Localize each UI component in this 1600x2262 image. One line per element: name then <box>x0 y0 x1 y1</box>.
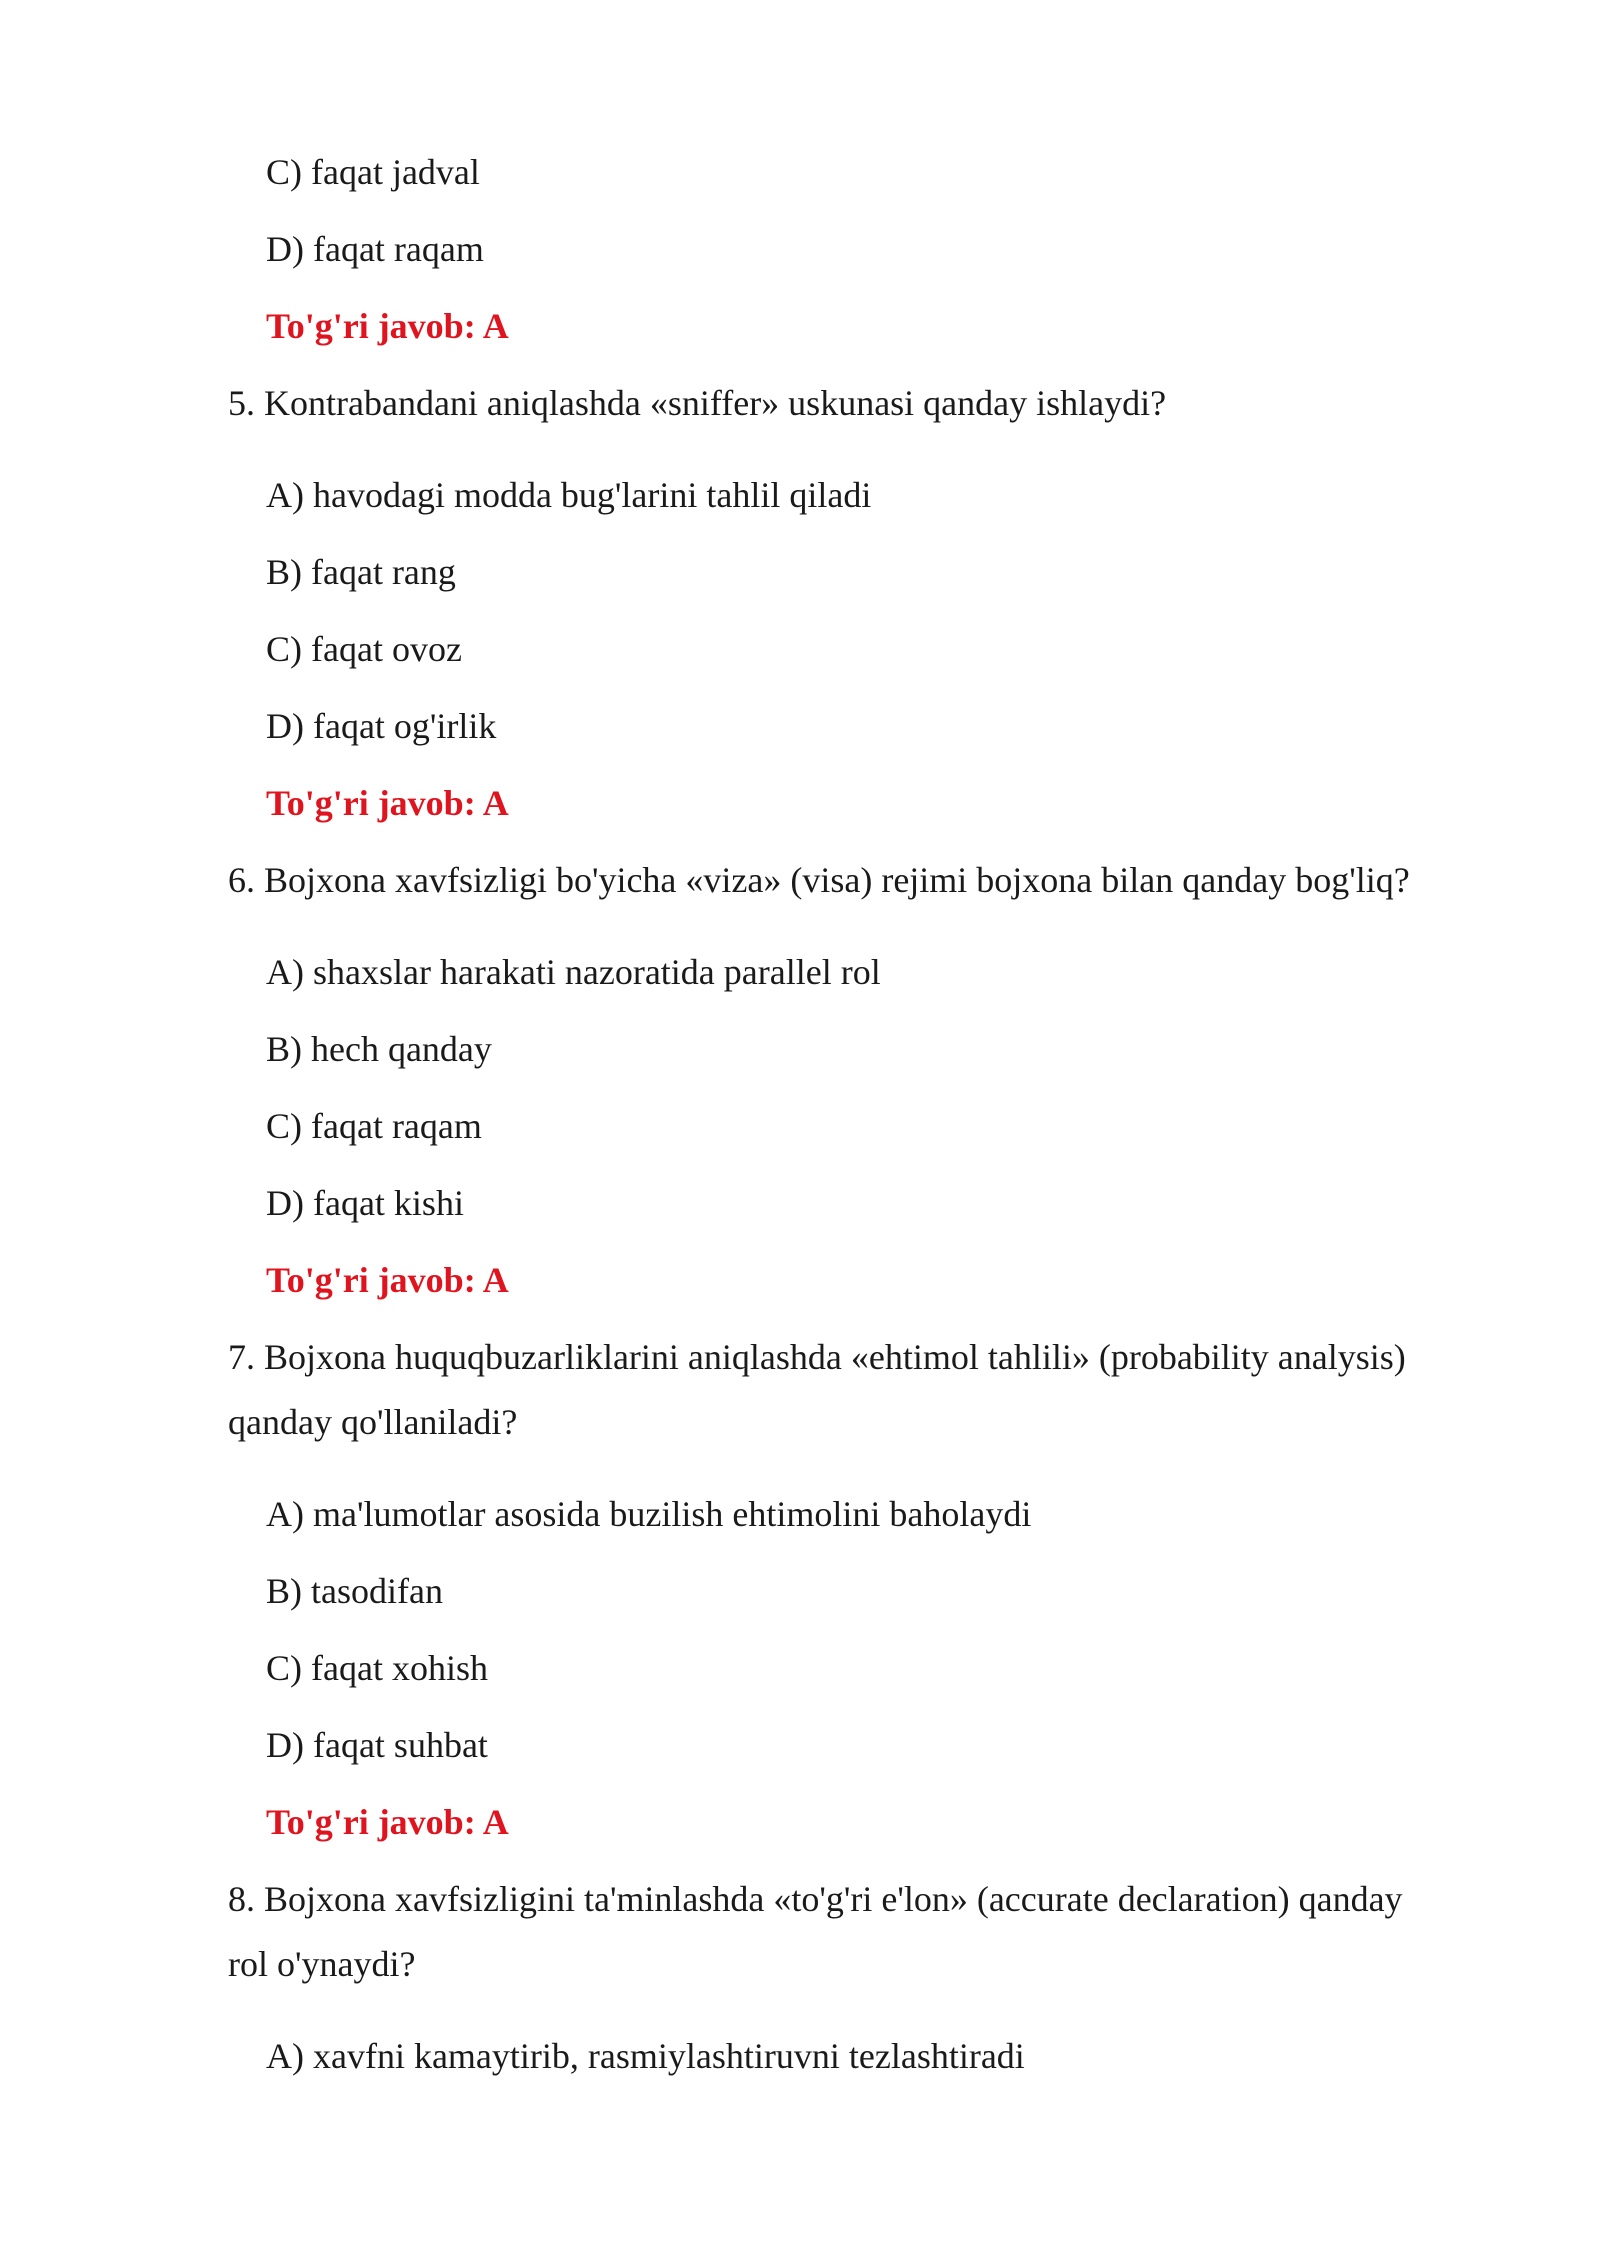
option-c: C) faqat jadval <box>266 152 480 192</box>
correct-answer: To'g'ri javob: A <box>266 783 509 823</box>
option-d: D) faqat og'irlik <box>266 706 497 746</box>
correct-answer: To'g'ri javob: A <box>266 306 509 346</box>
question-8-continued: rol o'ynaydi? <box>228 1944 416 1984</box>
correct-answer: To'g'ri javob: A <box>266 1260 509 1300</box>
option-a: A) ma'lumotlar asosida buzilish ehtimolini baholaydi <box>266 1494 1032 1534</box>
option-a: A) shaxslar harakati nazoratida parallel rol <box>266 952 881 992</box>
option-a: A) xavfni kamaytirib, rasmiylashtiruvni tezlashtiradi <box>266 2036 1025 2076</box>
question-7-continued: qanday qo'llaniladi? <box>228 1402 518 1442</box>
option-c: C) faqat raqam <box>266 1106 482 1146</box>
option-d: D) faqat raqam <box>266 229 484 269</box>
question-6: 6. Bojxona xavfsizligi bo'yicha «viza» (visa) rejimi bojxona bilan qanday bog'liq? <box>228 860 1410 900</box>
option-c: C) faqat xohish <box>266 1648 488 1688</box>
option-b: B) hech qanday <box>266 1029 492 1069</box>
question-7: 7. Bojxona huquqbuzarliklarini aniqlashda «ehtimol tahlili» (probability analysis) <box>228 1337 1406 1377</box>
option-d: D) faqat kishi <box>266 1183 464 1223</box>
option-b: B) faqat rang <box>266 552 456 592</box>
option-d: D) faqat suhbat <box>266 1725 488 1765</box>
option-b: B) tasodifan <box>266 1571 443 1611</box>
correct-answer: To'g'ri javob: A <box>266 1802 509 1842</box>
question-5: 5. Kontrabandani aniqlashda «sniffer» uskunasi qanday ishlaydi? <box>228 383 1167 423</box>
question-8: 8. Bojxona xavfsizligini ta'minlashda «to'g'ri e'lon» (accurate declaration) qanday <box>228 1879 1403 1919</box>
option-a: A) havodagi modda bug'larini tahlil qiladi <box>266 475 872 515</box>
option-c: C) faqat ovoz <box>266 629 462 669</box>
